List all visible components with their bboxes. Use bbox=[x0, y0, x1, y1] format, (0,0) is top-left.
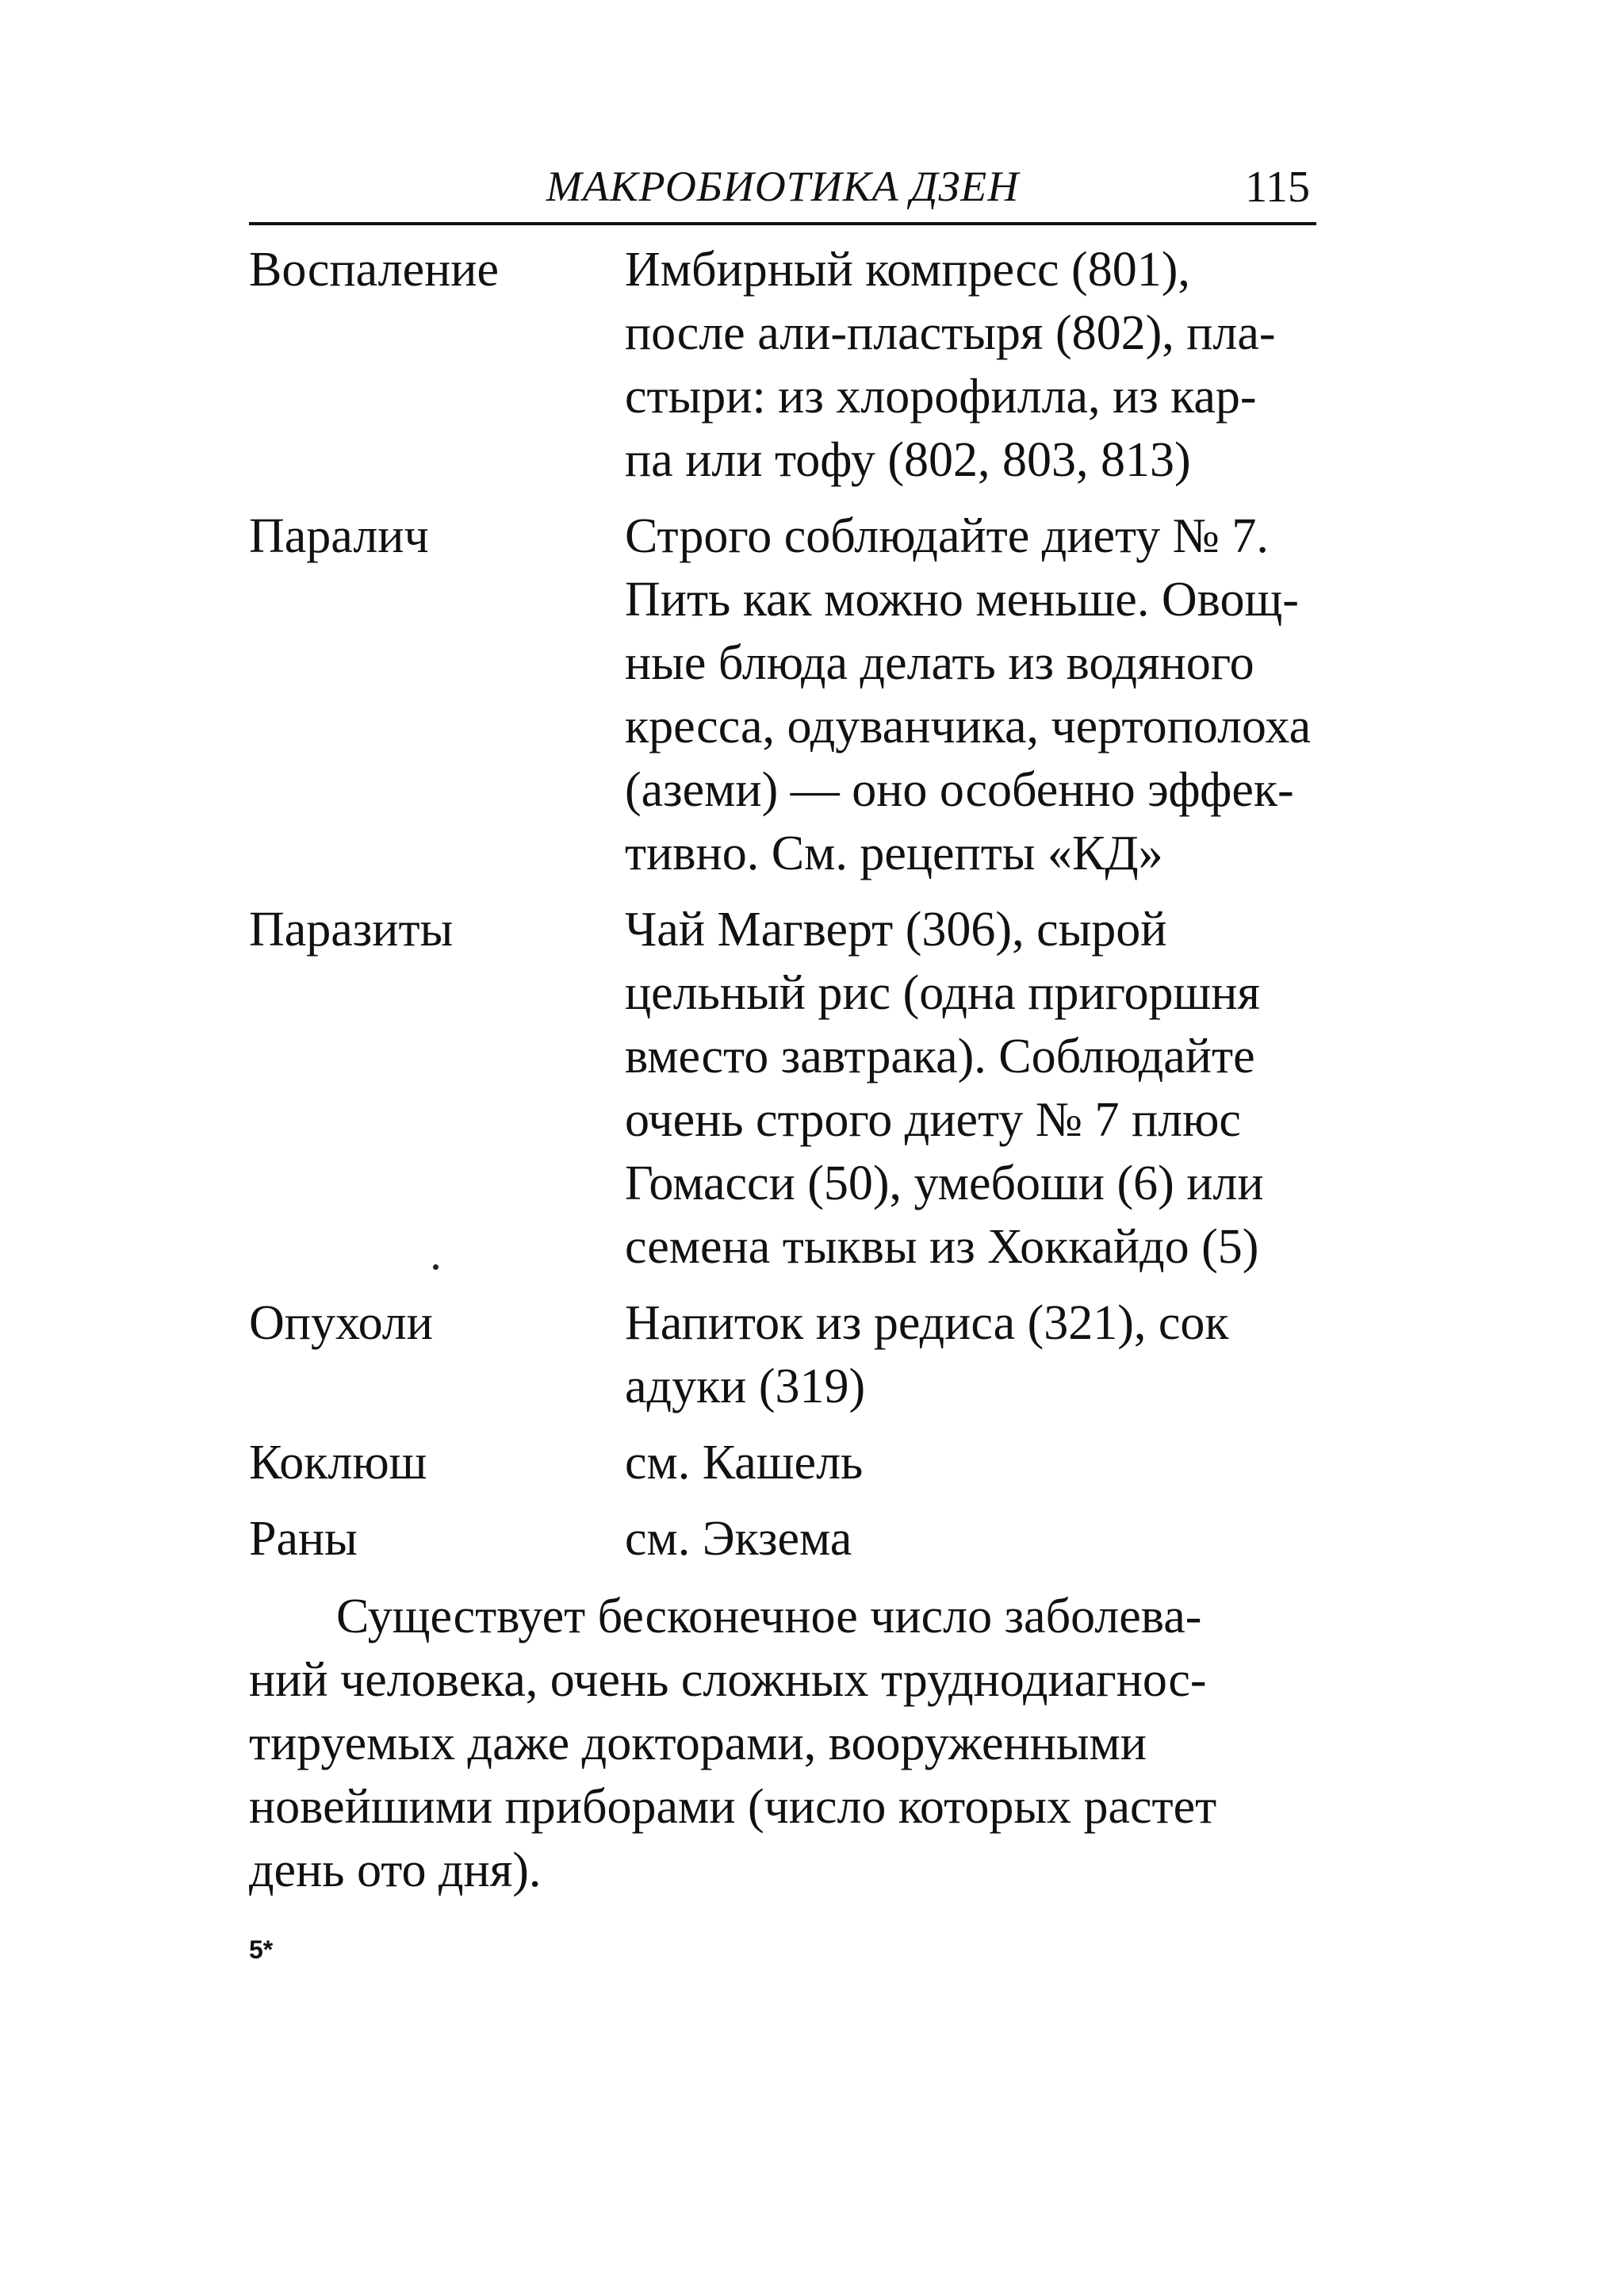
list-item bbox=[249, 1507, 1316, 1570]
remedy-list bbox=[249, 238, 1316, 1583]
list-item bbox=[249, 504, 1316, 885]
running-title: МАКРОБИОТИКА ДЗЕН bbox=[546, 163, 1020, 210]
condition-term: Паралич bbox=[249, 509, 429, 563]
remedy-description: Имбирный компресс (801), после али-пластыря (802), пла- стыри: из хлорофилла, из кар- па или тофу (802, 803, 813) bbox=[625, 243, 1276, 487]
list-item bbox=[249, 1431, 1316, 1494]
list-item bbox=[249, 1291, 1316, 1418]
condition-term: Воспаление bbox=[249, 243, 499, 297]
condition-term: Паразиты bbox=[249, 903, 454, 957]
remedy-description: Напиток из редиса (321), сок адуки (319) bbox=[625, 1296, 1229, 1413]
remedy-description: Строго соблюдайте диету № 7. Пить как можно меньше. Овощ- ные блюда делать из водяного кресса, одуванчика, чертополоха (аземи) — оно особенно эффек- тивно. См. рецепты «КД» bbox=[625, 509, 1312, 880]
list-item bbox=[249, 238, 1316, 492]
page-number: 115 bbox=[1245, 163, 1310, 212]
condition-term: Коклюш bbox=[249, 1436, 427, 1490]
condition-term: Раны bbox=[249, 1512, 358, 1566]
running-header bbox=[249, 155, 1316, 225]
condition-term: Опухоли bbox=[249, 1296, 433, 1350]
remedy-description: см. Кашель bbox=[625, 1436, 864, 1490]
signature-mark: 5* bbox=[249, 1935, 274, 1964]
remedy-description: Чай Магверт (306), сырой цельный рис (одна пригоршня вместо завтрака). Соблюдайте очень строго диету № 7 плюс Гомасси (50), умебоши (6) или семена тыквы из Хоккайдо (5) bbox=[625, 903, 1264, 1274]
list-item bbox=[249, 898, 1316, 1279]
print-speck bbox=[433, 1264, 439, 1270]
body-paragraph: Существует бесконечное число заболева- ний человека, очень сложных труднодиагнос- тируемых даже докторами, вооруженными новейшими приборами (число которых растет день ото дня). bbox=[249, 1590, 1217, 1897]
remedy-description: см. Экзема bbox=[625, 1512, 852, 1566]
